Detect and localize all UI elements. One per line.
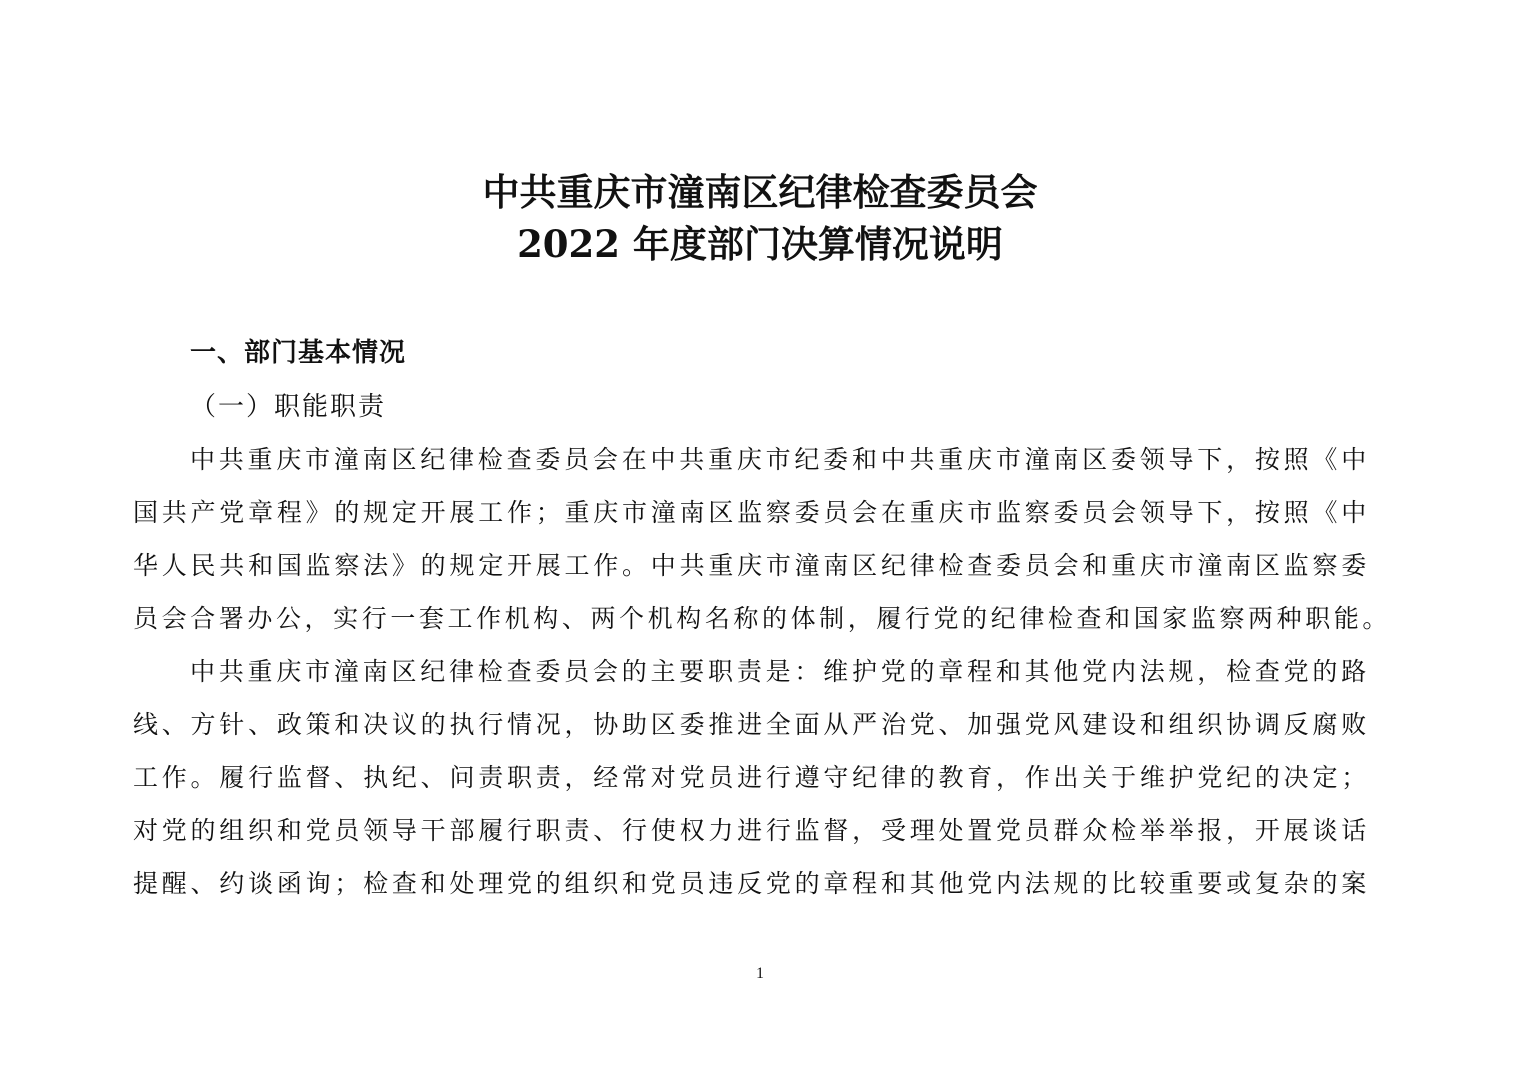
- document-title-line2: 2022 年度部门决算情况说明: [517, 222, 1003, 266]
- paragraph-line: 线、方针、政策和决议的执行情况，协助区委推进全面从严治党、加强党风建设和组织协调反腐败: [133, 710, 1370, 739]
- paragraph-line: 对党的组织和党员领导干部履行职责、行使权力进行监督，受理处置党员群众检举举报，开展谈话: [133, 816, 1370, 845]
- paragraph-line: 员会合署办公，实行一套工作机构、两个机构名称的体制，履行党的纪律检查和国家监察两种职能。: [133, 604, 1392, 633]
- page-number: 1: [756, 965, 764, 982]
- paragraph-line: 提醒、约谈函询；检查和处理党的组织和党员违反党的章程和其他党内法规的比较重要或复杂的案: [133, 869, 1370, 898]
- subsection-heading: （一）职能职责: [190, 392, 387, 422]
- paragraph-line: 华人民共和国监察法》的规定开展工作。中共重庆市潼南区纪律检查委员会和重庆市潼南区监察委: [133, 551, 1370, 580]
- paragraph-line: 中共重庆市潼南区纪律检查委员会的主要职责是：维护党的章程和其他党内法规，检查党的路: [190, 657, 1370, 686]
- paragraph-line: 工作。履行监督、执纪、问责职责，经常对党员进行遵守纪律的教育，作出关于维护党纪的决定；: [133, 763, 1370, 792]
- document-title-line1: 中共重庆市潼南区纪律检查委员会: [482, 170, 1038, 214]
- paragraph-line: 国共产党章程》的规定开展工作；重庆市潼南区监察委员会在重庆市监察委员会领导下，按照《中: [133, 498, 1370, 527]
- paragraph-line: 中共重庆市潼南区纪律检查委员会在中共重庆市纪委和中共重庆市潼南区委领导下，按照《中: [190, 445, 1370, 474]
- section-heading: 一、部门基本情况: [190, 338, 407, 368]
